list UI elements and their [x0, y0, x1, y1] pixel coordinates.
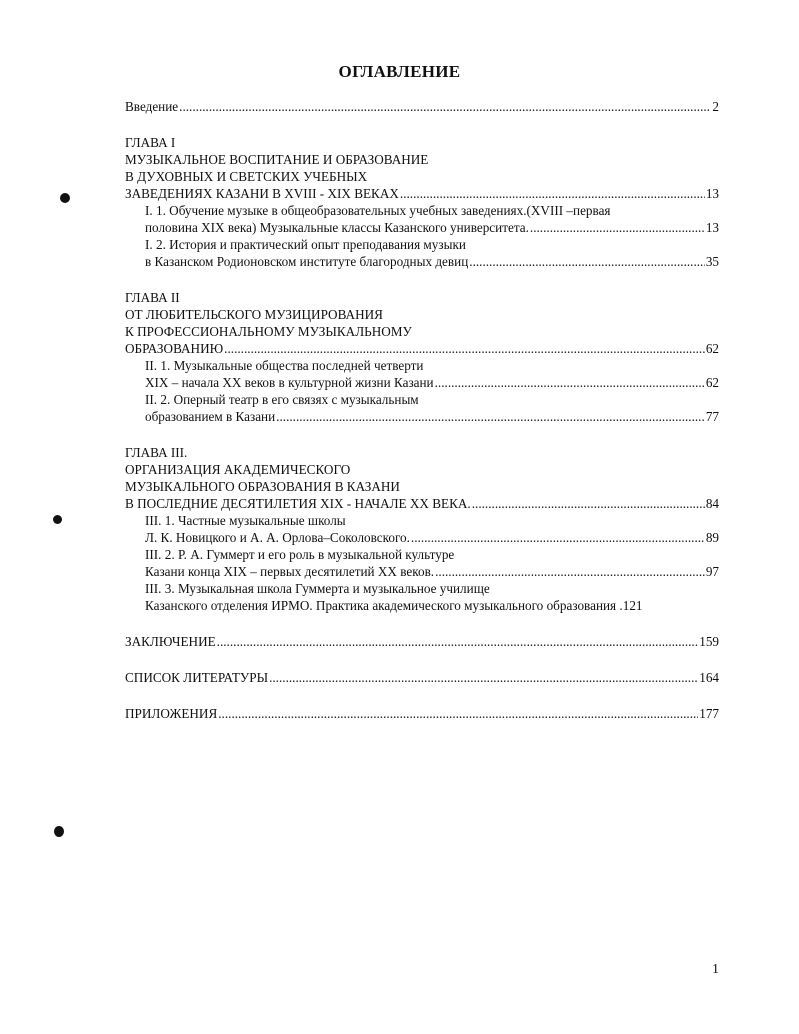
toc-entry-page: 177 [699, 706, 719, 721]
section-2-2 [125, 391, 719, 425]
section-1-2 [125, 236, 719, 270]
toc-entry-text: В ПОСЛЕДНИЕ ДЕСЯТИЛЕТИЯ XIX - НАЧАЛЕ XX ВЕКА. [125, 496, 471, 511]
toc-entry-page: 77 [705, 409, 719, 424]
section-line [145, 374, 719, 391]
section-line: III. 3. Музыкальная школа Гуммерта и музыкальное училище [145, 581, 490, 596]
toc-entry-text: ЗАВЕДЕНИЯХ КАЗАНИ В XVIII - XIX ВЕКАХ [125, 186, 399, 201]
toc-entry-page: 97 [705, 564, 719, 579]
toc-entry-intro [125, 98, 719, 115]
section-line: III. 1. Частные музыкальные школы [145, 513, 346, 528]
section-line [145, 219, 719, 236]
section-line: III. 2. Р. А. Гуммерт и его роль в музыкальной культуре [145, 547, 455, 562]
chapter-3 [125, 444, 719, 614]
section-line: II. 2. Оперный театр в его связях с музыкальным [145, 392, 419, 407]
leader-dots [276, 408, 705, 425]
toc-entry-conclusion [125, 633, 719, 650]
leader-dots [435, 374, 705, 391]
table-of-contents [125, 98, 719, 722]
leader-dots [217, 633, 699, 650]
toc-entry-text: Л. К. Новицкого и А. А. Орлова–Соколовского. [145, 530, 410, 545]
toc-entry-text: половина XIX века) Музыкальные классы Казанского университета. [145, 220, 529, 235]
toc-entry-text: образованием в Казани [145, 409, 276, 424]
section-3-1 [125, 512, 719, 546]
toc-entry-page: 35 [705, 254, 719, 269]
chapter-heading-line: ОТ ЛЮБИТЕЛЬСКОГО МУЗИЦИРОВАНИЯ [125, 307, 383, 322]
section-line [145, 563, 719, 580]
section-1-1 [125, 202, 719, 236]
chapter-1 [125, 134, 719, 270]
leader-dots [411, 529, 705, 546]
section-line: I. 1. Обучение музыке в общеобразовательных учебных заведениях.(XVIII –первая [145, 203, 611, 218]
leader-dots [224, 340, 705, 357]
punch-hole-mark [60, 193, 70, 203]
toc-entry-page: 13 [705, 186, 719, 201]
chapter-heading-line [125, 495, 719, 512]
leader-dots [269, 669, 698, 686]
leader-dots [218, 705, 698, 722]
toc-entry-appendices [125, 705, 719, 722]
leader-dots [400, 185, 705, 202]
punch-hole-mark [54, 826, 64, 837]
section-line: II. 1. Музыкальные общества последней четверти [145, 358, 424, 373]
toc-entry-page: 2 [712, 99, 719, 114]
punch-hole-mark [53, 515, 62, 524]
section-line [145, 529, 719, 546]
leader-dots [530, 219, 705, 236]
chapter-heading-line: МУЗЫКАЛЬНОГО ОБРАЗОВАНИЯ В КАЗАНИ [125, 479, 400, 494]
section-line: I. 2. История и практический опыт преподавания музыки [145, 237, 466, 252]
toc-entry-page: 62 [705, 341, 719, 356]
toc-entry-page: 13 [705, 220, 719, 235]
chapter-heading-line: ОРГАНИЗАЦИЯ АКАДЕМИЧЕСКОГО [125, 462, 351, 477]
toc-entry-text: ЗАКЛЮЧЕНИЕ [125, 634, 216, 649]
toc-entry-text: Введение [125, 99, 179, 114]
section-3-2 [125, 546, 719, 580]
section-line: Казанского отделения ИРМО. Практика академического музыкального образования .121 [145, 598, 643, 613]
chapter-heading-line: ГЛАВА III. [125, 445, 188, 460]
chapter-heading-line [125, 185, 719, 202]
toc-entry-text: СПИСОК ЛИТЕРАТУРЫ [125, 670, 269, 685]
section-2-1 [125, 357, 719, 391]
toc-entry-bibliography [125, 669, 719, 686]
toc-title: ОГЛАВЛЕНИЕ [338, 62, 461, 81]
section-line [145, 253, 719, 270]
toc-entry-page: 164 [699, 670, 719, 685]
page-number: 1 [712, 962, 719, 977]
toc-entry-text: ПРИЛОЖЕНИЯ [125, 706, 218, 721]
toc-entry-text: ОБРАЗОВАНИЮ [125, 341, 224, 356]
chapter-heading-line: МУЗЫКАЛЬНОЕ ВОСПИТАНИЕ И ОБРАЗОВАНИЕ [125, 152, 429, 167]
chapter-2 [125, 289, 719, 425]
toc-entry-page: 159 [699, 634, 719, 649]
leader-dots [472, 495, 705, 512]
toc-entry-page: 62 [705, 375, 719, 390]
section-line [145, 408, 719, 425]
toc-entry-text: Казани конца XIX – первых десятилетий XX веков. [145, 564, 435, 579]
toc-entry-page: 84 [705, 496, 719, 511]
leader-dots [435, 563, 705, 580]
leader-dots [469, 253, 705, 270]
chapter-heading-line: В ДУХОВНЫХ И СВЕТСКИХ УЧЕБНЫХ [125, 169, 368, 184]
toc-entry-text: в Казанском Родионовском институте благородных девиц [145, 254, 469, 269]
chapter-heading-line [125, 340, 719, 357]
chapter-heading-line: ГЛАВА I [125, 135, 176, 150]
chapter-heading-line: ГЛАВА II [125, 290, 180, 305]
section-3-3 [125, 580, 719, 614]
toc-entry-text: XIX – начала XX веков в культурной жизни Казани [145, 375, 434, 390]
leader-dots [179, 98, 711, 115]
chapter-heading-line: К ПРОФЕССИОНАЛЬНОМУ МУЗЫКАЛЬНОМУ [125, 324, 412, 339]
toc-entry-page: 89 [705, 530, 719, 545]
